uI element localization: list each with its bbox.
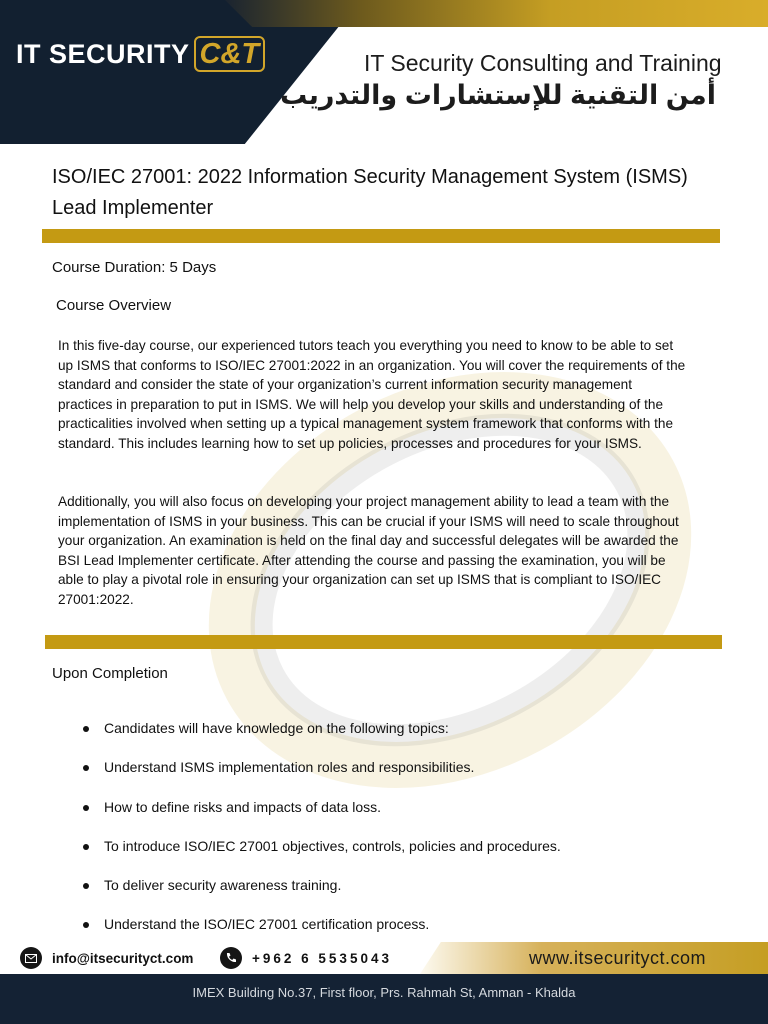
footer-address: IMEX Building No.37, First floor, Prs. Rahmah St, Amman - Khalda (192, 985, 576, 1000)
completion-heading: Upon Completion (52, 665, 168, 682)
gold-divider (45, 635, 722, 649)
phone-text[interactable]: +962 6 5535043 (252, 950, 392, 966)
logo-mark: C&T (194, 36, 266, 72)
contact-email[interactable] (20, 946, 193, 970)
company-logo (16, 34, 265, 74)
list-item (80, 834, 720, 873)
list-item (80, 716, 720, 755)
logo-text: IT SECURITY (16, 38, 190, 69)
company-name-english: IT Security Consulting and Training (364, 50, 722, 76)
email-text[interactable]: info@itsecurityct.com (52, 950, 194, 966)
list-item (80, 795, 720, 834)
overview-heading: Course Overview (56, 297, 172, 314)
completion-list (80, 716, 720, 952)
list-item-text: Understand ISMS implementation roles and responsibilities. (104, 759, 475, 776)
overview-paragraph: In this five-day course, our experienced tutors teach you everything you need to know to be able to set up ISMS that conforms to ISO/IEC 27001:2022 in an organization. You will cover the requirements of the standard and consider the state of your organization’s current information security management practices in preparation to put in ISMS. We will help you develop your skills and understanding of the practicalities involved when setting up a typical management system framework that conforms with the standard. This includes learning how to set up policies, processes and procedures for your ISMS. (58, 338, 686, 451)
envelope-icon (20, 947, 42, 969)
bullet-icon (83, 765, 89, 771)
bullet-icon (83, 844, 89, 850)
course-title: ISO/IEC 27001: 2022 Information Security Management System (ISMS) Lead Implementer (52, 166, 688, 219)
gold-divider (42, 229, 720, 243)
list-item-text: To introduce ISO/IEC 27001 objectives, controls, policies and procedures. (104, 837, 561, 854)
bullet-icon (83, 922, 89, 928)
phone-icon (220, 947, 242, 969)
course-duration: Course Duration: 5 Days (52, 259, 217, 276)
bullet-icon (83, 805, 89, 811)
contact-phone[interactable] (220, 946, 392, 970)
list-item-text: How to define risks and impacts of data loss. (104, 798, 382, 815)
list-item (80, 755, 720, 794)
header-gold-band (225, 0, 768, 27)
list-item-text: To deliver security awareness training. (104, 877, 342, 894)
website-link[interactable]: www.itsecurityct.com (528, 948, 706, 968)
overview-paragraph: Additionally, you will also focus on developing your project management ability to lead a team with the implementation of ISMS in your business. This can be crucial if your ISMS will need to scale throughout your organization. An examination is held on the final day and successful delegates will be awarded the BSI Lead Implementer certificate. After attending the course and passing the examination, you will be able to play a pivotal role in ensuring your organization can set up ISMS that is compliant to ISO/IEC 27001:2022. (58, 494, 679, 607)
list-item-text: Understand the ISO/IEC 27001 certification process. (104, 916, 430, 933)
list-item (80, 873, 720, 912)
company-name-arabic: أمن التقنية للإستشارات والتدريب (280, 80, 716, 110)
list-item-text: Candidates will have knowledge on the following topics: (104, 720, 449, 736)
bullet-icon (83, 883, 89, 889)
bullet-icon (83, 726, 89, 732)
